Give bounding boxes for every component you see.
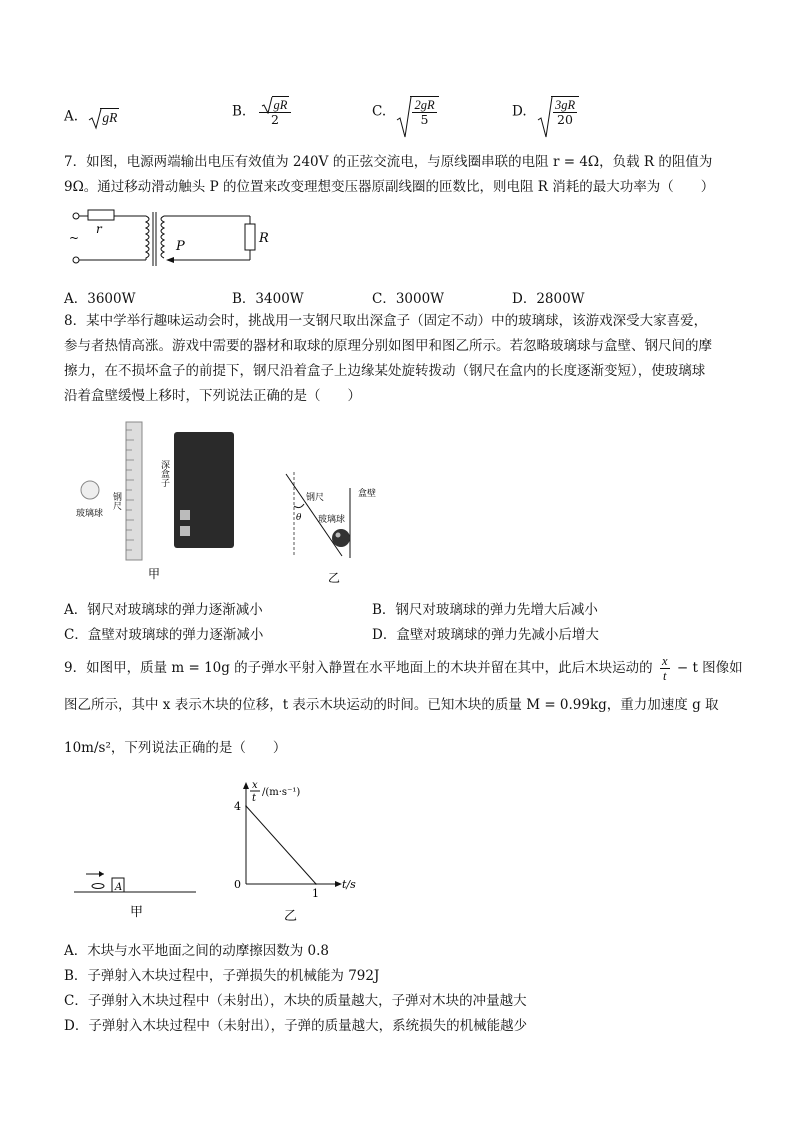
q7-option-b: B．3400W bbox=[232, 291, 304, 307]
terminal-top-icon bbox=[73, 213, 79, 219]
graph-data-point bbox=[315, 883, 317, 885]
label-theta: θ bbox=[296, 513, 302, 523]
q9-frac-num: x bbox=[661, 654, 668, 668]
q6-b-frac bbox=[259, 96, 292, 127]
steel-ruler-icon bbox=[126, 422, 142, 560]
q9-option-c: C．子弹射入木块过程中（未射出），木块的质量越大，子弹对木块的冲量越大 bbox=[64, 993, 527, 1009]
q6-a-label: A. bbox=[64, 108, 79, 125]
sqrt-d bbox=[537, 96, 579, 127]
box-window-icon bbox=[180, 510, 190, 520]
q6-option-d bbox=[512, 96, 579, 127]
q9-option-d: D．子弹射入木块过程中（未射出），子弹的质量越大，系统损失的机械能越少 bbox=[64, 1018, 528, 1034]
q8-stem-line4: 沿着盒壁缓慢上移时，下列说法正确的是（ ） bbox=[64, 388, 361, 404]
q6-d-num: 3gR bbox=[554, 98, 576, 112]
resistor-r-icon bbox=[88, 210, 114, 220]
label-ruler: 钢尺 bbox=[111, 492, 121, 510]
q6-b-den: 2 bbox=[270, 112, 279, 127]
label-glass-ball: 玻璃球 bbox=[76, 509, 104, 519]
q9-frac-den: t bbox=[663, 669, 667, 683]
ball-icon bbox=[332, 529, 350, 547]
q8-figure-yi bbox=[282, 470, 392, 586]
q6-b-num: gR bbox=[273, 98, 288, 112]
x-axis-arrow-icon bbox=[335, 881, 342, 887]
graph-yfrac-den: t bbox=[252, 793, 257, 804]
label-wall: 盒壁 bbox=[358, 489, 377, 499]
y-axis-arrow-icon bbox=[243, 782, 249, 789]
resistor-R-icon bbox=[245, 224, 255, 250]
q9-line1-part2: − t 图像如 bbox=[676, 660, 743, 676]
q9-x-over-t bbox=[660, 654, 670, 683]
q9-stem-line1 bbox=[64, 654, 743, 683]
q7-option-c: C．3000W bbox=[372, 291, 445, 307]
primary-coil-icon bbox=[146, 216, 149, 260]
q6-c-den: 5 bbox=[420, 112, 429, 127]
label-ruler-2: 钢尺 bbox=[306, 493, 325, 503]
q8-option-a: A．钢尺对玻璃球的弹力逐渐减小 bbox=[64, 602, 263, 618]
q6-d-label: D. bbox=[512, 103, 527, 120]
q7-option-d: D．2800W bbox=[512, 291, 585, 307]
q7-stem-line1: 7．如图，电源两端输出电压有效值为 240V 的正弦交流电，与原线圈串联的电阻 r = 4Ω，负载 R 的阻值为 bbox=[64, 154, 713, 170]
radical-sign-icon bbox=[88, 108, 102, 130]
q9-figure-jia bbox=[74, 866, 204, 924]
q6-option-c bbox=[372, 96, 439, 127]
label-ball-2: 玻璃球 bbox=[318, 515, 346, 525]
q8-stem-line1: 8．某中学举行趣味运动会时，挑战用一支钢尺取出深盒子（固定不动）中的玻璃球，该游戏深受大家喜爱， bbox=[64, 313, 708, 329]
graph-xlabel: t/s bbox=[342, 878, 356, 891]
q9-option-a: A．木块与水平地面之间的动摩擦因数为 0.8 bbox=[64, 943, 330, 959]
graph-y-tick-4: 4 bbox=[234, 800, 241, 813]
q6-c-label: C. bbox=[372, 103, 387, 120]
q6-option-b bbox=[232, 96, 291, 127]
box-window-icon bbox=[180, 526, 190, 536]
q7-option-a: A．3600W bbox=[64, 291, 136, 307]
label-p: P bbox=[176, 239, 185, 254]
q8-figure-jia bbox=[76, 420, 256, 584]
radical-sign-icon bbox=[396, 96, 412, 138]
q9-line1-part1: 9．如图甲，质量 m = 10g 的子弹水平射入静置在水平地面上的木块并留在其中，此后木块运动的 bbox=[64, 660, 653, 676]
graph-origin: 0 bbox=[234, 878, 241, 891]
q7-transformer-circuit bbox=[64, 204, 274, 276]
label-yi-9: 乙 bbox=[284, 909, 298, 924]
label-yi: 乙 bbox=[328, 571, 341, 585]
q6-c-num: 2gR bbox=[414, 98, 435, 112]
graph-series-line bbox=[246, 806, 316, 884]
sqrt-c bbox=[396, 96, 438, 127]
graph-yfrac-num: x bbox=[252, 780, 258, 791]
label-R: R bbox=[259, 231, 269, 246]
graph-data-point bbox=[245, 805, 247, 807]
label-block: A bbox=[115, 882, 123, 893]
q8-option-b: B．钢尺对玻璃球的弹力先增大后减小 bbox=[372, 602, 598, 618]
q9-graph-yi bbox=[226, 776, 376, 926]
q6-a-expr: gR bbox=[102, 110, 118, 125]
q9-option-b: B．子弹射入木块过程中，子弹损失的机械能为 792J bbox=[64, 968, 380, 984]
label-r: r bbox=[96, 222, 102, 236]
ac-symbol: ~ bbox=[69, 231, 80, 245]
sqrt-a bbox=[88, 108, 119, 126]
q6-option-a bbox=[64, 108, 119, 126]
bullet-icon bbox=[92, 884, 104, 889]
terminal-bottom-icon bbox=[73, 257, 79, 263]
velocity-arrow-icon bbox=[99, 871, 104, 877]
label-deep-box: 深盒子 bbox=[159, 460, 169, 487]
radical-sign-icon bbox=[261, 96, 273, 114]
glass-ball-icon bbox=[81, 481, 99, 499]
q9-stem-line3: 10m/s²，下列说法正确的是（ ） bbox=[64, 740, 287, 756]
sqrt-b bbox=[261, 96, 290, 112]
q8-stem-line3: 擦力，在不损坏盒子的前提下，钢尺沿着盒子上边缘某处旋转拨动（钢尺在盒内的长度逐渐变短），使玻璃球 bbox=[64, 363, 706, 379]
label-jia: 甲 bbox=[148, 567, 161, 581]
slider-arrow-icon bbox=[166, 257, 174, 263]
q8-option-d: D．盒壁对玻璃球的弹力先减小后增大 bbox=[372, 627, 599, 643]
graph-x-tick-1: 1 bbox=[312, 887, 319, 900]
q8-stem-line2: 参与者热情高涨。游戏中需要的器材和取球的原理分别如图甲和图乙所示。若忽略玻璃球与盒壁、钢尺间的摩 bbox=[64, 338, 712, 354]
secondary-coil-icon bbox=[161, 216, 164, 258]
graph-ylabel: /(m·s⁻¹) bbox=[262, 787, 301, 798]
q7-stem-line2: 9Ω。通过移动滑动触头 P 的位置来改变理想变压器原副线圈的匝数比，则电阻 R 消耗的最大功率为（ ） bbox=[64, 179, 715, 195]
q9-stem-line2: 图乙所示，其中 x 表示木块的位移，t 表示木块运动的时间。已知木块的质量 M = 0.99kg，重力加速度 g 取 bbox=[64, 697, 719, 713]
radical-sign-icon bbox=[537, 96, 553, 138]
q6-b-label: B. bbox=[232, 103, 247, 120]
q8-option-c: C．盒壁对玻璃球的弹力逐渐减小 bbox=[64, 627, 264, 643]
label-jia-9: 甲 bbox=[130, 905, 144, 920]
q6-d-den: 20 bbox=[557, 112, 573, 127]
